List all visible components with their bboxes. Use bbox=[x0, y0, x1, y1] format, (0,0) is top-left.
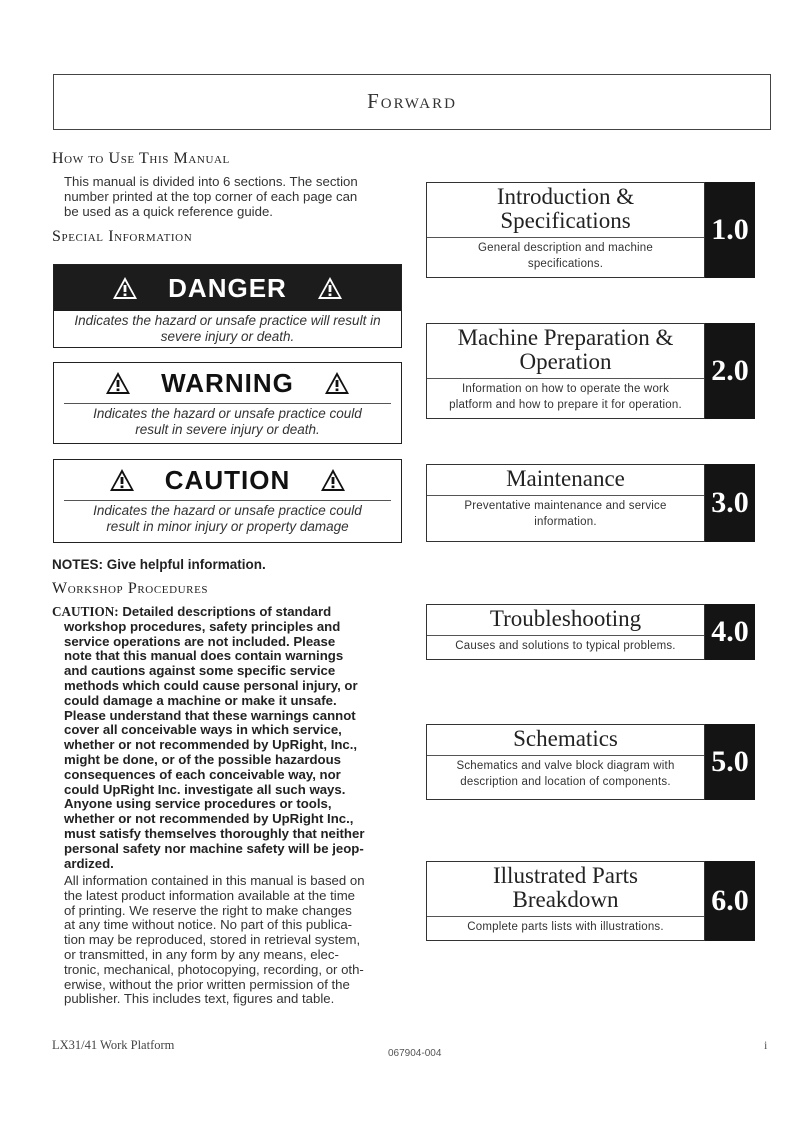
text-line: might be done, or of the possible hazardous bbox=[64, 751, 341, 767]
warning-description bbox=[54, 404, 401, 444]
text-line: Preventative maintenance and service bbox=[464, 500, 667, 512]
danger-header bbox=[54, 265, 401, 311]
text-line: tronic, mechanical, photocopying, recording, or oth- bbox=[64, 961, 364, 977]
text-line: Causes and solutions to typical problems. bbox=[455, 640, 676, 652]
chapter-number: 5.0 bbox=[705, 724, 755, 800]
chapter-description bbox=[427, 379, 704, 416]
text-line: workshop procedures, safety principles and bbox=[64, 618, 341, 634]
chapter-description bbox=[427, 756, 704, 793]
text-line: whether or not recommended by UpRight Inc., bbox=[64, 811, 354, 827]
text-line: All information contained in this manual is based on bbox=[64, 873, 365, 888]
caution-description bbox=[54, 501, 401, 541]
warning-header bbox=[54, 363, 401, 403]
chapter-box bbox=[426, 861, 705, 941]
title-line: Illustrated Parts bbox=[493, 863, 638, 888]
warning-triangle-icon bbox=[109, 468, 135, 492]
chapter-card-2[interactable] bbox=[426, 323, 755, 419]
text-line: Complete parts lists with illustrations. bbox=[467, 921, 664, 933]
chapter-number: 4.0 bbox=[705, 604, 755, 660]
text-line: publisher. This includes text, figures and table. bbox=[64, 991, 335, 1007]
text-line: Anyone using service procedures or tools, bbox=[64, 796, 332, 812]
special-information-heading: Special Information bbox=[52, 228, 193, 245]
chapter-box bbox=[426, 323, 705, 419]
text-line: Schematics and valve block diagram with bbox=[456, 760, 675, 772]
warning-label: WARNING bbox=[161, 367, 294, 398]
footer-title: LX31/41 Work Platform bbox=[52, 1038, 175, 1052]
text-line: Indicates the hazard or unsafe practice will result in bbox=[74, 313, 381, 328]
caution-header bbox=[54, 460, 401, 500]
warning-box bbox=[53, 362, 402, 444]
title-line: Troubleshooting bbox=[489, 606, 642, 631]
chapter-description bbox=[427, 636, 704, 657]
chapter-box bbox=[426, 182, 705, 278]
text-line: consequences of each conceivable way, nor bbox=[64, 766, 341, 782]
text-line: information. bbox=[534, 516, 597, 528]
text-line bbox=[52, 605, 402, 620]
chapter-box bbox=[426, 724, 705, 800]
text-line: could UpRight Inc. investigate all such ways. bbox=[64, 781, 346, 797]
workshop-caution-text bbox=[52, 605, 402, 871]
chapter-box bbox=[426, 604, 705, 660]
text-line: General description and machine bbox=[478, 242, 653, 254]
danger-box bbox=[53, 264, 402, 348]
text-line: at any time without notice. No part of this publica- bbox=[64, 917, 353, 933]
chapter-box bbox=[426, 464, 705, 542]
text-line: result in severe injury or death. bbox=[135, 422, 320, 437]
title-line: Introduction & bbox=[496, 184, 635, 209]
text-line: result in minor injury or property damage bbox=[106, 519, 349, 534]
workshop-info-text bbox=[64, 874, 400, 1007]
text-line: description and location of components. bbox=[460, 776, 671, 788]
text-line: could damage a machine or make it unsafe. bbox=[64, 692, 337, 708]
text-line: personal safety nor machine safety will be jeop- bbox=[64, 840, 364, 856]
footer-doc-number: 067904-004 bbox=[388, 1048, 442, 1059]
workshop-procedures-heading: Workshop Procedures bbox=[52, 580, 209, 597]
text-line: specifications. bbox=[527, 258, 604, 270]
text-line: tion may be reproduced, stored in retrieval system, bbox=[64, 932, 361, 948]
warning-triangle-icon bbox=[317, 276, 343, 300]
text-line: and cautions against some specific service bbox=[64, 663, 336, 679]
chapter-title bbox=[427, 465, 704, 491]
text-line: the latest product information available at the time bbox=[64, 887, 356, 903]
chapter-description bbox=[427, 238, 704, 275]
warning-triangle-icon bbox=[105, 371, 131, 395]
chapter-title bbox=[427, 324, 704, 374]
text-line: note that this manual does contain warnings bbox=[64, 648, 344, 664]
text-line: ardized. bbox=[64, 855, 114, 871]
chapter-number: 1.0 bbox=[705, 182, 755, 278]
text-line: Indicates the hazard or unsafe practice could bbox=[93, 503, 362, 518]
chapter-title bbox=[427, 605, 704, 631]
chapter-card-3[interactable] bbox=[426, 464, 755, 542]
text-line: Indicates the hazard or unsafe practice could bbox=[93, 406, 362, 421]
header-box bbox=[53, 74, 771, 130]
chapter-card-6[interactable] bbox=[426, 861, 755, 941]
warning-triangle-icon bbox=[324, 371, 350, 395]
title-line: Schematics bbox=[513, 726, 618, 751]
text-line: methods which could cause personal injury, or bbox=[64, 677, 358, 693]
danger-label: DANGER bbox=[168, 272, 287, 303]
title-line: Breakdown bbox=[512, 887, 619, 912]
workshop-caution-label: CAUTION: bbox=[52, 604, 119, 619]
title-line: Operation bbox=[519, 349, 612, 374]
page-title: Forward bbox=[367, 89, 457, 113]
chapter-description bbox=[427, 917, 704, 938]
text-line: Detailed descriptions of standard bbox=[118, 604, 332, 619]
caution-box bbox=[53, 459, 402, 543]
text-line: number printed at the top corner of each page can bbox=[64, 188, 358, 204]
chapter-number: 2.0 bbox=[705, 323, 755, 419]
chapter-number: 6.0 bbox=[705, 861, 755, 941]
how-to-use-heading: How to Use This Manual bbox=[52, 150, 230, 167]
chapter-card-4[interactable] bbox=[426, 604, 755, 660]
page-number: i bbox=[764, 1038, 768, 1052]
text-line: platform and how to prepare it for operation. bbox=[449, 399, 682, 411]
caution-label: CAUTION bbox=[164, 464, 291, 495]
danger-description bbox=[54, 311, 401, 351]
warning-triangle-icon bbox=[320, 468, 346, 492]
chapter-card-5[interactable] bbox=[426, 724, 755, 800]
text-line: Please understand that these warnings cannot bbox=[64, 707, 356, 723]
chapter-title bbox=[427, 725, 704, 751]
text-line: Information on how to operate the work bbox=[461, 383, 670, 395]
text-line: service operations are not included. Please bbox=[64, 633, 336, 649]
text-line: This manual is divided into 6 sections. The section bbox=[64, 174, 358, 189]
warning-triangle-icon bbox=[112, 276, 138, 300]
how-to-use-text bbox=[64, 175, 400, 219]
chapter-number: 3.0 bbox=[705, 464, 755, 542]
chapter-title bbox=[427, 183, 704, 233]
title-line: Specifications bbox=[500, 208, 631, 233]
text-line: cover all conceivable ways in which service, bbox=[64, 722, 342, 738]
chapter-title bbox=[427, 862, 704, 912]
title-line: Maintenance bbox=[506, 466, 625, 491]
text-line: be used as a quick reference guide. bbox=[64, 203, 273, 219]
text-line: severe injury or death. bbox=[160, 329, 295, 344]
text-line: erwise, without the prior written permission of the bbox=[64, 976, 350, 992]
chapter-description bbox=[427, 496, 704, 533]
text-line: must satisfy themselves thoroughly that neither bbox=[64, 825, 365, 841]
title-line: Machine Preparation & bbox=[457, 325, 674, 350]
chapter-card-1[interactable] bbox=[426, 182, 755, 278]
text-line: whether or not recommended by UpRight, Inc., bbox=[64, 737, 358, 753]
text-line: of printing. We reserve the right to make changes bbox=[64, 902, 352, 918]
notes-text: NOTES: Give helpful information. bbox=[52, 557, 266, 572]
text-line: or transmitted, in any form by any means, elec- bbox=[64, 946, 339, 962]
